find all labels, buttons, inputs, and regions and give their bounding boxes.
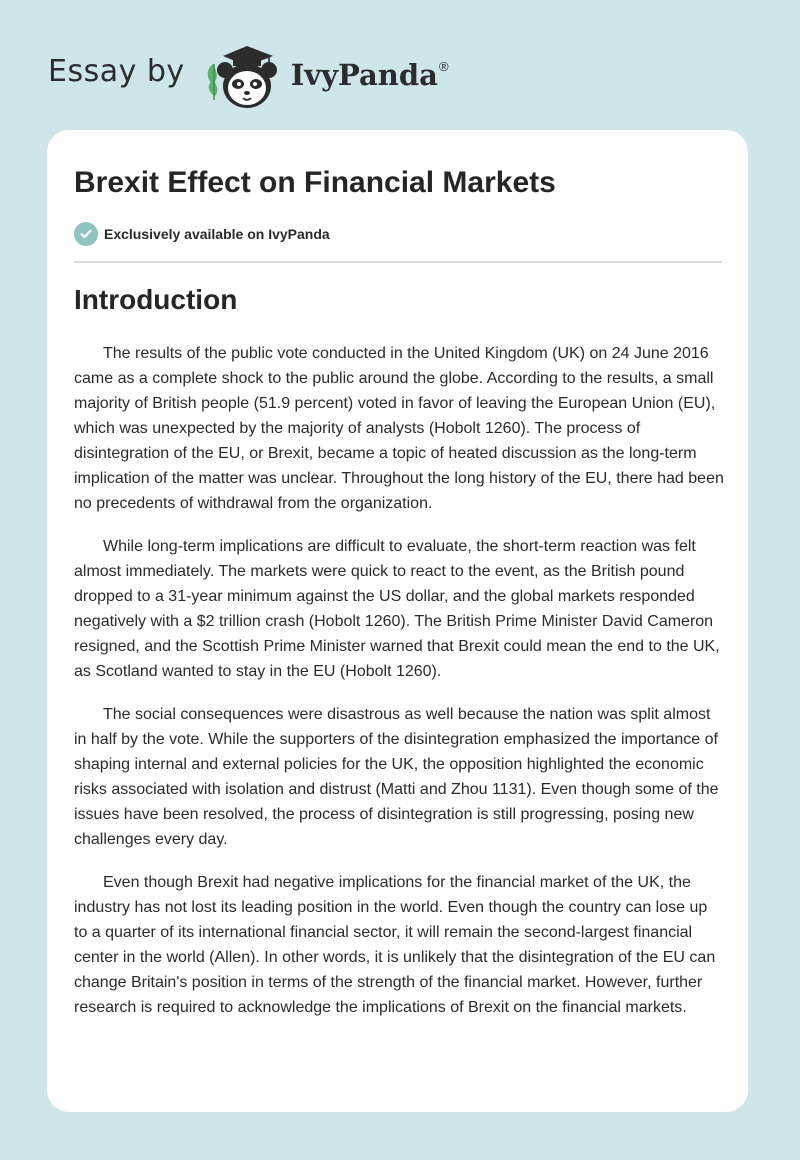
brand-text: IvyPanda [290,58,438,92]
paragraph: Even though Brexit had negative implications for the financial market of the UK, the industry has not lost its leading position in the world. Even though the country can lose up to a quarter of its international financial sector, it will remain the second-largest financial center in the world (Allen). In other words, it is unlikely that the disintegration of the EU can change Britain's position in terms of the strength of the financial market. However, further research is required to acknowledge the implications of Brexit on the financial markets. [74,874,716,1016]
site-header [48,34,449,114]
paragraph: While long-term implications are difficult to evaluate, the short-term reaction was felt almost immediately. The markets were quick to react to the event, as the British pound dropped to a 31-year minimum against the US dollar, and the global markets responded negatively with a $2 trillion crash (Hobolt 1260). The British Prime Minister David Cameron resigned, and the Scottish Prime Minister warned that Brexit could mean the end to the UK, as Scotland wanted to stay in the EU (Hobolt 1260). [74,538,720,680]
section-heading: Introduction [74,284,238,315]
brand-name[interactable] [291,58,449,92]
essay-by-label: Essay by [48,53,185,89]
panda-graduate-icon[interactable] [203,34,287,114]
page-title: Brexit Effect on Financial Markets [74,166,556,199]
essay-card [47,130,748,1112]
exclusive-badge [74,222,330,246]
essay-body [74,341,724,1038]
divider [74,261,722,263]
leaf-icon [207,64,217,100]
check-icon [74,222,98,246]
paragraph: The social consequences were disastrous as well because the nation was split almost in half by the vote. While the supporters of the disintegration emphasized the importance of shaping internal and external policies for the UK, the opposition highlighted the economic risks associated with isolation and distrust (Matti and Zhou 1131). Even though some of the issues have been resolved, the process of disintegration is still progressing, posing new challenges every day. [74,706,719,848]
paragraph: The results of the public vote conducted in the United Kingdom (UK) on 24 June 2016 came as a complete shock to the public around the globe. According to the results, a small majority of British people (51.9 percent) voted in favor of leaving the European Union (EU), which was unexpected by the majority of analysts (Hobolt 1260). The process of disintegration of the EU, or Brexit, became a topic of heated discussion as the long-term implication of the matter was unclear. Throughout the long history of the EU, there had been no precedents of withdrawal from the organization. [74,345,724,512]
trademark-symbol: ® [438,59,449,74]
exclusive-label: Exclusively available on IvyPanda [104,226,330,242]
